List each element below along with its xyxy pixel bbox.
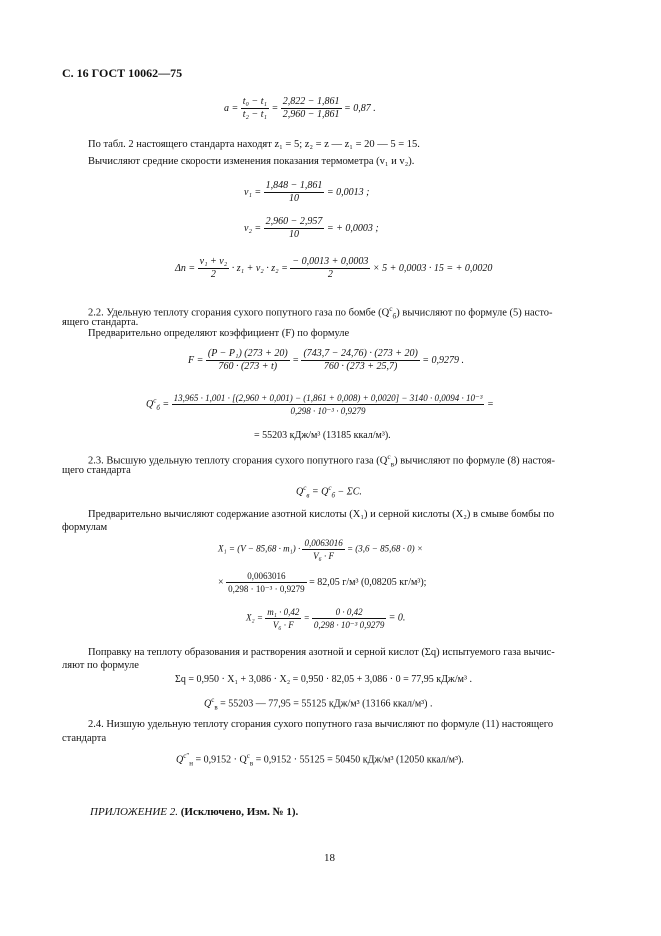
eq-dn-den2: 2	[327, 269, 333, 280]
eq-dn-lhs: Δn =	[175, 262, 196, 274]
eq-Qv-sub: в	[306, 491, 310, 500]
eq-Qb-eq: =	[162, 398, 170, 410]
eq-a-num2: 2,822 − 1,861	[282, 96, 340, 107]
p23-line1b: ) вычисляют по формуле (8) настоя-	[394, 455, 556, 467]
eq-X2-den2: 0,298 · 10⁻³ 0,9279	[313, 620, 385, 630]
eq-Qv2-lhs: Q	[204, 698, 212, 710]
p22-line1	[88, 302, 553, 324]
eq-dn-num1: v₁ + v₂	[199, 256, 228, 267]
eq-Qn-lhs-sub: н	[189, 759, 194, 768]
eq-X1-den: V₆ · F	[313, 551, 335, 561]
eq-Qb-num: 13,965 · 1,001 · [(2,960 + 0,001) − (1,861 + 0,008) + 0,0020] − 3140 · 0,0094 · 10⁻³	[173, 393, 483, 403]
eq-X2-num1: m₁ · 0,42	[267, 607, 300, 617]
p23-line4: формулам	[62, 522, 108, 533]
appendix-text: (Исключено, Изм. № 1).	[177, 806, 299, 818]
equation-sumq: Σq = 0,950 · X₁ + 3,086 · X₂ = 0,950 · 82,05 + 3,086 · 0 = 77,95 кДж/м³ .	[175, 674, 472, 685]
eq-Qb-den: 0,298 · 10⁻³ · 0,9279	[290, 406, 366, 416]
p24-line1: 2.4. Низшую удельную теплоту сгорания сухого попутного газа вычисляют по формуле (11) настоящего	[88, 719, 554, 730]
eq-F-num2: (743,7 − 24,76) · (273 + 20)	[303, 348, 418, 359]
line-tabl: По табл. 2 настоящего стандарта находят z₁ = 5; z₂ = z — z₁ = 20 — 5 = 15.	[88, 139, 420, 150]
eq-a-den1: t₂ − t₁	[242, 109, 268, 120]
equation-Qv	[296, 484, 362, 499]
eq-Qn-mid-sub: в	[249, 759, 254, 768]
eq-F-lhs: F =	[188, 354, 204, 366]
p-corr-line1: Поправку на теплоту образования и растворения азотной и серной кислот (Σq) испытуемого газа вычис-	[88, 647, 555, 658]
eq-Qv2-rhs: = 55203 — 77,95 = 55125 кДж/м³ (13166 ккал/м³) .	[217, 698, 433, 710]
eq-dn-mid: · z₁ + v₂ · z₂ =	[231, 262, 288, 274]
p22-line2: ящего стандарта.	[62, 317, 139, 328]
eq-X2-den1: V₆ · F	[272, 620, 294, 630]
eq-a-rhs: = 0,87 .	[344, 102, 376, 114]
eq-Qv-tail: − ΣC.	[335, 486, 362, 498]
eq-Qb-lhs-sub: б	[156, 403, 160, 412]
eq-Qn-mid: = 0,9152 · Q	[193, 754, 247, 766]
eq-dn-den1: 2	[210, 269, 216, 280]
eq-v2-rhs: = + 0,0003 ;	[326, 222, 379, 234]
eq-X1-rhs: = (3,6 − 85,68 · 0) ×	[346, 543, 423, 554]
page-number: 18	[324, 852, 335, 864]
p22-sym: с	[389, 304, 393, 313]
eq-Qv-rest-sub: б	[331, 491, 336, 500]
eq-dn-rhs: × 5 + 0,0003 · 15 = + 0,0020	[372, 262, 493, 274]
page-header: С. 16 ГОСТ 10062—75	[62, 66, 183, 80]
equation-v1	[244, 180, 370, 205]
p22-line1b: ) вычисляют по формуле (5) насто-	[396, 307, 553, 319]
eq-Qb-result: = 55203 кДж/м³ (13185 ккал/м³).	[254, 430, 391, 441]
eq-X1b-num: 0,0063016	[226, 570, 306, 583]
p23-line3: Предварительно вычисляют содержание азотной кислоты (X₁) и серной кислоты (X₂) в смыве бомбы по	[88, 509, 555, 520]
eq-a-num1: t₀ − t₁	[242, 96, 268, 107]
equation-v2	[244, 216, 379, 241]
equation-a	[224, 96, 376, 121]
eq-v2-lhs: v₂ =	[244, 222, 262, 234]
eq-Qv2-sup: с	[211, 696, 215, 704]
p22-sub: б	[392, 311, 397, 321]
eq-v1-num: 1,848 − 1,861	[265, 180, 323, 191]
equation-Qn	[176, 752, 464, 767]
appendix-note	[90, 806, 298, 818]
eq-X1b-den: 0,298 · 10⁻³ · 0,9279	[228, 584, 305, 594]
eq-F-num1: (P − P₁) (273 + 20)	[207, 348, 288, 359]
eq-v1-lhs: v₁ =	[244, 186, 262, 198]
eq-Qv2-sub: в	[214, 703, 218, 712]
eq-Qv-rest: = Q	[309, 486, 329, 498]
p22-line3: Предварительно определяют коэффициент (F) по формуле	[88, 328, 350, 339]
p24-line2: стандарта	[62, 733, 107, 744]
p23-line2: щего стандарта	[62, 465, 131, 476]
eq-F-den1: 760 · (273 + t)	[218, 361, 278, 372]
equation-F	[188, 348, 464, 373]
eq-a-eq: =	[271, 102, 279, 114]
eq-v1-den: 10	[289, 193, 300, 204]
eq-v1-rhs: = 0,0013 ;	[326, 186, 370, 198]
eq-F-eq: =	[292, 354, 299, 366]
equation-Qv2	[204, 696, 432, 711]
eq-X2-rhs: = 0.	[388, 612, 406, 624]
eq-Qv-lhs: Q	[296, 486, 304, 498]
equation-X2	[246, 606, 405, 631]
eq-F-den2: 760 · (273 + 25,7)	[323, 361, 398, 372]
equation-X1	[218, 537, 423, 562]
eq-Qn-rhs: = 0,9152 · 55125 = 50450 кДж/м³ (12050 ккал/м³).	[253, 754, 464, 766]
eq-a-lhs: a =	[224, 102, 239, 114]
eq-Qn-lhs: Q	[176, 754, 184, 766]
eq-X1-num: 0,0063016	[304, 538, 343, 548]
eq-X1b-rhs: = 82,05 г/м³ (0,08205 кг/м³);	[309, 576, 427, 588]
eq-v2-num: 2,960 − 2,957	[265, 216, 323, 227]
eq-X2-num2: 0 · 0,42	[312, 606, 386, 619]
eq-Qb-rhs: =	[486, 398, 494, 410]
eq-Qb-lhs: Q	[146, 398, 154, 410]
p23-line1	[88, 450, 555, 472]
equation-X1b	[218, 570, 426, 595]
eq-Qb-lhs-sup: с	[153, 396, 157, 405]
eq-X2-eq: =	[303, 612, 310, 623]
eq-Qn-mid-sup: с	[246, 752, 250, 760]
equation-dn	[175, 256, 492, 281]
eq-Qv-sup: с	[303, 484, 307, 492]
eq-X1b-lhs: ×	[218, 576, 224, 588]
appendix-label: ПРИЛОЖЕНИЕ 2.	[90, 806, 178, 818]
eq-a-den2: 2,960 − 1,861	[282, 109, 340, 120]
line-speeds: Вычисляют средние скорости изменения показания термометра (v₁ и v₂).	[88, 156, 415, 167]
p23-sym: с	[387, 452, 391, 461]
eq-Qv-rest-sup: с	[328, 484, 332, 492]
eq-v2-den: 10	[289, 229, 300, 240]
eq-X2-lhs: X₂ =	[246, 612, 263, 623]
p22-line1-text: 2.2. Удельную теплоту сгорания сухого попутного газа по бомбе (Q	[88, 307, 390, 319]
p23-sub: в	[390, 459, 395, 469]
eq-F-rhs: = 0,9279 .	[422, 354, 465, 366]
equation-Qb	[146, 392, 494, 417]
eq-Qn-lhs-sup: с″	[183, 752, 190, 760]
eq-dn-num2: − 0,0013 + 0,0003	[292, 256, 369, 267]
eq-X1-lhs: X₁ = (V − 85,68 · m₁) ·	[218, 543, 301, 554]
p23-line1-text: 2.3. Высшую удельную теплоту сгорания сухого попутного газа (Q	[88, 455, 388, 467]
p-corr-line2: ляют по формуле	[62, 660, 139, 671]
